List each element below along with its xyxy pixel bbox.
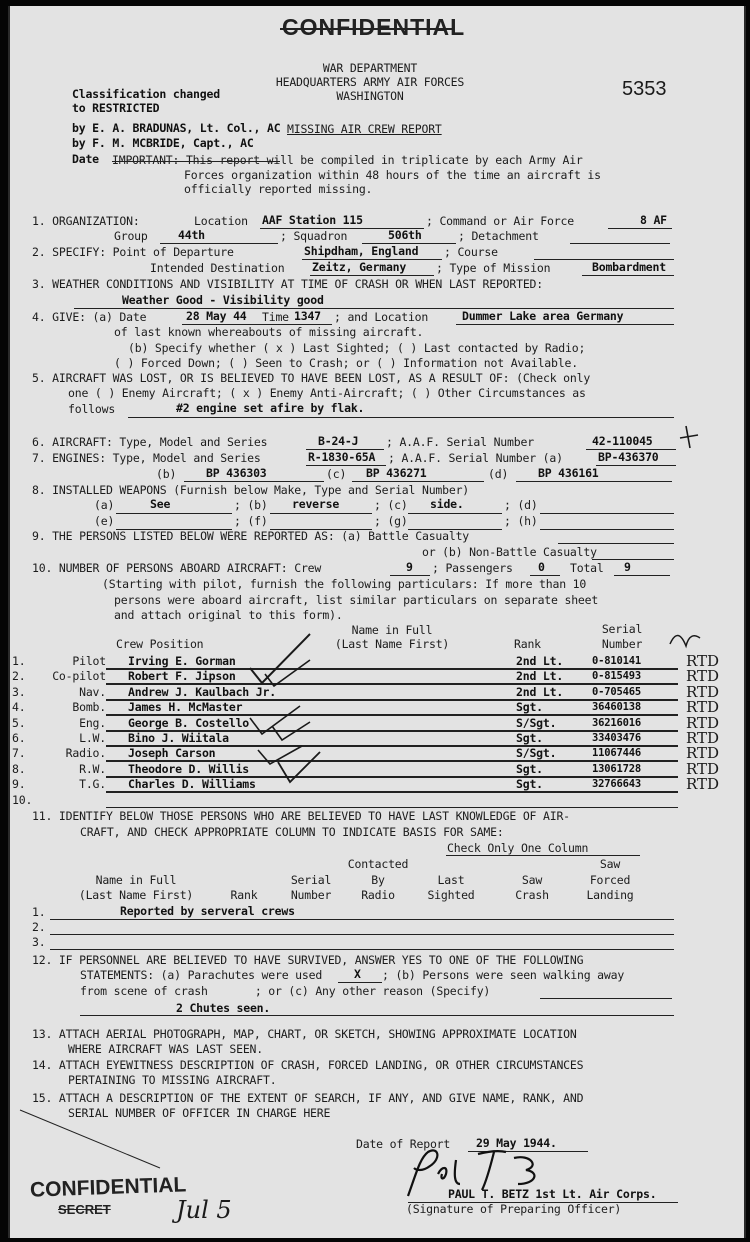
crew-row-name: James H. McMaster: [128, 700, 243, 714]
document-number: 5353: [622, 78, 667, 100]
crew-row-serial: 13061728: [592, 763, 641, 775]
s5-line-2: one ( ) Enemy Aircraft; ( x ) Enemy Anti-Aircraft; ( ) Other Circumstances as: [68, 386, 586, 400]
crew-row-status: RTD: [686, 744, 720, 762]
crew-row-number: 6.: [12, 731, 26, 745]
s11-h-last-1: Last: [437, 873, 465, 887]
s7-b-label: (b): [156, 467, 177, 481]
s8-b-label: ; (b): [234, 498, 268, 512]
s10-total-label: Total: [570, 561, 604, 575]
s10-line-2: (Starting with pilot, furnish the following particulars: If more than 10: [102, 577, 587, 591]
crew-row-position: Radio.: [65, 746, 106, 760]
s11-line-2: CRAFT, AND CHECK APPROPRIATE COLUMN TO INDICATE BASIS FOR SAME:: [80, 825, 504, 839]
s2-departure: Shipdham, England: [304, 244, 419, 258]
s6-type: B-24-J: [318, 434, 359, 448]
s11-h-contacted-2: By: [371, 873, 385, 887]
crew-row-number: 9.: [12, 777, 26, 791]
crew-row-number: 4.: [12, 700, 26, 714]
s11-h-name-2: (Last Name First): [78, 888, 194, 902]
s8-f-label: ; (f): [234, 514, 268, 528]
crew-row-serial: 11067446: [592, 747, 641, 759]
s11-h-serial-1: Serial: [290, 873, 332, 887]
crew-row-rank: Sgt.: [516, 777, 543, 791]
s14-line-1: 14. ATTACH EYEWITNESS DESCRIPTION OF CRASH, FORCED LANDING, OR OTHER CIRCUMSTANCES: [32, 1058, 584, 1072]
classification-line-2: to RESTRICTED: [72, 101, 160, 115]
s11-h-contacted-3: Radio: [361, 888, 395, 902]
s7-type: R-1830-65A: [308, 450, 376, 464]
crew-row-serial: 36216016: [592, 717, 641, 729]
crew-row-name: Irving E. Gorman: [128, 654, 236, 668]
s7-engine-c: BP 436271: [366, 466, 427, 480]
s11-h-rank: Rank: [230, 888, 258, 902]
s11-h-name-1: Name in Full: [95, 873, 177, 887]
crew-row-rank: 2nd Lt.: [516, 685, 564, 699]
crew-row-rank: Sgt.: [516, 731, 543, 745]
crew-header-name-2: (Last Name First): [334, 637, 450, 651]
crew-row-rank: Sgt.: [516, 762, 543, 776]
crew-row-status: RTD: [686, 698, 720, 716]
crew-row-serial: 0-815493: [592, 670, 641, 682]
confidential-stamp-bottom: CONFIDENTIAL: [29, 1173, 187, 1202]
s9-b: or (b) Non-Battle Casualty: [422, 545, 597, 559]
s12-mark: X: [354, 967, 361, 981]
s14-line-2: PERTAINING TO MISSING AIRCRAFT.: [68, 1073, 277, 1087]
s1-label: 1. ORGANIZATION:: [32, 214, 140, 228]
s2-label: 2. SPECIFY: Point of Departure: [32, 245, 234, 259]
s11-row-1-value: Reported by serveral crews: [120, 904, 295, 918]
s11-h-forced-2: Forced: [589, 873, 631, 887]
s11-row-3: 3.: [32, 935, 46, 949]
crew-row-name: Andrew J. Kaulbach Jr.: [128, 685, 276, 699]
important-line-2: Forces organization within 48 hours of the time an aircraft is: [184, 168, 601, 182]
s4-time: 1347: [294, 309, 321, 323]
s11-h-crash-1: Saw: [521, 873, 543, 887]
crew-row-status: RTD: [686, 683, 720, 701]
s4-label: 4. GIVE: (a) Date: [32, 310, 147, 324]
s10-label: 10. NUMBER OF PERSONS ABOARD AIRCRAFT: Crew: [32, 561, 322, 575]
s11-check-one: Check Only One Column: [447, 841, 589, 855]
crew-row-number: 10.: [12, 793, 33, 807]
important-line-1: IMPORTANT: This report will be compiled in triplicate by each Army Air: [112, 153, 583, 167]
crew-row-status: RTD: [686, 652, 720, 670]
crew-row-serial: 36460138: [592, 701, 641, 713]
crew-row-serial: 0-705465: [592, 686, 641, 698]
s11-row-1: 1.: [32, 905, 46, 919]
s1-location: AAF Station 115: [262, 213, 363, 227]
header-line-3: WASHINGTON: [336, 89, 404, 103]
crew-row-name: George B. Costello: [128, 716, 250, 730]
s6-serial-label: ; A.A.F. Serial Number: [386, 435, 534, 449]
crew-row-status: RTD: [686, 667, 720, 685]
s13-line-1: 13. ATTACH AERIAL PHOTOGRAPH, MAP, CHART, OR SKETCH, SHOWING APPROXIMATE LOCATION: [32, 1027, 577, 1041]
crew-row-name: Theodore D. Willis: [128, 762, 250, 776]
s8-weapon-b: reverse: [292, 497, 340, 511]
s15-line-2: SERIAL NUMBER OF OFFICER IN CHARGE HERE: [68, 1106, 331, 1120]
header-line-2: HEADQUARTERS ARMY AIR FORCES: [275, 75, 465, 89]
s10-passengers-label: ; Passengers: [432, 561, 513, 575]
s11-line-1: 11. IDENTIFY BELOW THOSE PERSONS WHO ARE BELIEVED TO HAVE LAST KNOWLEDGE OF AIR-: [32, 809, 570, 823]
crew-header-serial-2: Number: [601, 637, 643, 651]
s5-follows-label: follows: [68, 402, 116, 416]
signature-caption: (Signature of Preparing Officer): [406, 1202, 622, 1216]
s7-engine-d: BP 436161: [538, 466, 599, 480]
crew-row-serial: 32766643: [592, 778, 641, 790]
s11-h-forced-1: Saw: [599, 857, 621, 871]
crew-header-position: Crew Position: [116, 637, 204, 651]
crew-row-rank: S/Sgt.: [516, 746, 557, 760]
s13-line-2: WHERE AIRCRAFT WAS LAST SEEN.: [68, 1042, 263, 1056]
s12-line-3: from scene of crash ; or (c) Any other reason (Specify): [80, 984, 491, 998]
s4-line-2: of last known whereabouts of missing aircraft.: [114, 325, 424, 339]
s3-weather: Weather Good - Visibility good: [122, 293, 324, 307]
header-line-1: WAR DEPARTMENT: [322, 61, 418, 75]
crew-row-status: RTD: [686, 729, 720, 747]
crew-row-position: Co-pilot: [52, 669, 106, 683]
s11-h-crash-2: Crash: [515, 888, 549, 902]
s8-h-label: ; (h): [504, 514, 538, 528]
s12-line-2a: STATEMENTS: (a) Parachutes were used: [80, 968, 323, 982]
s5-value: #2 engine set afire by flak.: [176, 401, 365, 415]
classification-line-1: Classification changed: [72, 87, 220, 101]
crew-row-name: Robert F. Jipson: [128, 669, 236, 683]
s7-d-label: (d): [488, 467, 509, 481]
crew-header-rank: Rank: [514, 637, 541, 651]
report-page: [8, 6, 746, 1238]
s1-squadron: 506th: [388, 228, 422, 242]
s10-line-3: persons were aboard aircraft, list similar particulars on separate sheet: [114, 593, 599, 607]
crew-row-status: RTD: [686, 760, 720, 778]
s3-label: 3. WEATHER CONDITIONS AND VISIBILITY AT TIME OF CRASH OR WHEN LAST REPORTED:: [32, 277, 543, 291]
s8-weapon-c: side.: [430, 497, 464, 511]
s7-engine-a: BP-436370: [598, 450, 659, 464]
crew-row-name: Charles D. Williams: [128, 777, 256, 791]
crew-row-position: Pilot: [72, 654, 106, 668]
classification-line-3: by E. A. BRADUNAS, Lt. Col., AC: [72, 121, 281, 135]
crew-row-rank: Sgt.: [516, 700, 543, 714]
s10-line-4: and attach original to this form).: [114, 608, 343, 622]
s7-c-label: (c): [326, 467, 347, 481]
crew-row-number: 3.: [12, 685, 26, 699]
crew-row-position: Nav.: [79, 685, 106, 699]
crew-row-rank: 2nd Lt.: [516, 654, 564, 668]
s6-serial: 42-110045: [592, 434, 653, 448]
classification-line-4: by F. M. MCBRIDE, Capt., AC: [72, 136, 254, 150]
date-of-report-label: Date of Report: [356, 1137, 451, 1151]
s8-weapon-a: See: [150, 497, 171, 511]
s11-h-forced-3: Landing: [586, 888, 634, 902]
s4-line-3: (b) Specify whether ( x ) Last Sighted; ( ) Last contacted by Radio;: [128, 341, 586, 355]
s15-line-1: 15. ATTACH A DESCRIPTION OF THE EXTENT OF SEARCH, IF ANY, AND GIVE NAME, RANK, AND: [32, 1091, 584, 1105]
crew-row-serial: 33403476: [592, 732, 641, 744]
s8-c-label: ; (c): [374, 498, 408, 512]
s4-location: Dummer Lake area Germany: [462, 309, 624, 323]
s8-e-label: (e): [94, 514, 115, 528]
crew-header-name-1: Name in Full: [351, 623, 433, 637]
s2-course-label: ; Course: [444, 245, 498, 259]
s12-value: 2 Chutes seen.: [176, 1001, 271, 1015]
report-title: MISSING AIR CREW REPORT: [287, 122, 442, 136]
s2-mission-label: ; Type of Mission: [436, 261, 551, 275]
s10-crew: 9: [406, 560, 413, 574]
s7-engine-b: BP 436303: [206, 466, 267, 480]
s1-command: 8 AF: [640, 213, 667, 227]
crew-row-name: Joseph Carson: [128, 746, 216, 760]
secret-stamp-struck: SECRET: [58, 1202, 111, 1217]
crew-row-name: Bino J. Wiitala: [128, 731, 229, 745]
crew-row-number: 5.: [12, 716, 26, 730]
crew-row-position: Eng.: [79, 716, 106, 730]
s8-a-label: (a): [94, 498, 115, 512]
s1-group-label: Group: [114, 229, 148, 243]
crew-row-position: R.W.: [79, 762, 106, 776]
crew-row-position: T.G.: [79, 777, 106, 791]
s8-label: 8. INSTALLED WEAPONS (Furnish below Make, Type and Serial Number): [32, 483, 470, 497]
crew-header-serial-1: Serial: [601, 622, 643, 636]
s11-h-contacted-1: Contacted: [347, 857, 409, 871]
date-of-report: 29 May 1944.: [476, 1136, 557, 1150]
s2-destination: Zeitz, Germany: [312, 260, 407, 274]
crew-row-number: 2.: [12, 669, 26, 683]
crew-row-rank: S/Sgt.: [516, 716, 557, 730]
s1-group: 44th: [178, 228, 205, 242]
crew-row-number: 7.: [12, 746, 26, 760]
confidential-stamp-top: CONFIDENTIAL: [282, 14, 466, 40]
s4-time-label: Time: [262, 310, 289, 324]
s1-squadron-label: ; Squadron: [280, 229, 348, 243]
s4-location-label: ; and Location: [334, 310, 429, 324]
s2-mission: Bombardment: [592, 260, 666, 274]
s9-label: 9. THE PERSONS LISTED BELOW WERE REPORTED AS: (a) Battle Casualty: [32, 529, 470, 543]
s11-h-serial-2: Number: [290, 888, 332, 902]
handwritten-initials: Jul 5: [176, 1196, 232, 1224]
important-line-3: officially reported missing.: [184, 182, 373, 196]
s1-command-label: ; Command or Air Force: [426, 214, 574, 228]
s4-line-4: ( ) Forced Down; ( ) Seen to Crash; or ( ) Information not Available.: [114, 356, 578, 370]
crew-row-serial: 0-810141: [592, 655, 641, 667]
scan-edge-marks: [10, 6, 744, 1238]
crew-row-status: RTD: [686, 714, 720, 732]
s10-total: 9: [624, 560, 631, 574]
officer-name: PAUL T. BETZ 1st Lt. Air Corps.: [448, 1187, 657, 1201]
s5-line-1: 5. AIRCRAFT WAS LOST, OR IS BELIEVED TO HAVE BEEN LOST, AS A RESULT OF: (Check only: [32, 371, 591, 385]
s1-detachment-label: ; Detachment: [458, 229, 539, 243]
crew-row-number: 8.: [12, 762, 26, 776]
s12-line-2b: ; (b) Persons were seen walking away: [382, 968, 625, 982]
classification-date-label: Date: [72, 152, 99, 166]
s2-dest-label: Intended Destination: [150, 261, 285, 275]
crew-row-position: L.W.: [79, 731, 106, 745]
s7-label: 7. ENGINES: Type, Model and Series: [32, 451, 261, 465]
crew-row-status: RTD: [686, 775, 720, 793]
s10-passengers: 0: [538, 560, 545, 574]
s11-h-last-2: Sighted: [427, 888, 475, 902]
crew-row-position: Bomb.: [72, 700, 106, 714]
s8-g-label: ; (g): [374, 514, 408, 528]
s12-line-1: 12. IF PERSONNEL ARE BELIEVED TO HAVE SURVIVED, ANSWER YES TO ONE OF THE FOLLOWING: [32, 953, 584, 967]
s1-location-label: Location: [194, 214, 248, 228]
crew-row-rank: 2nd Lt.: [516, 669, 564, 683]
s6-label: 6. AIRCRAFT: Type, Model and Series: [32, 435, 268, 449]
s8-d-label: ; (d): [504, 498, 538, 512]
s4-date: 28 May 44: [186, 309, 247, 323]
crew-row-number: 1.: [12, 654, 26, 668]
s7-serial-label: ; A.A.F. Serial Number (a): [388, 451, 563, 465]
s11-row-2: 2.: [32, 920, 46, 934]
